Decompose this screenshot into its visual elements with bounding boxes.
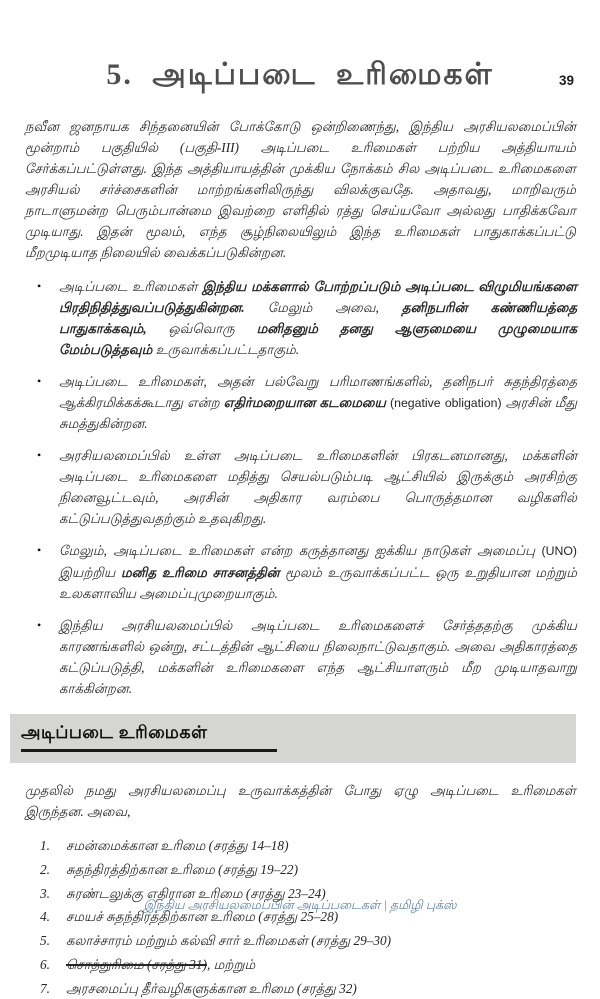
bullet-list [0, 276, 600, 699]
item-number: 7. [40, 981, 50, 997]
bullet-text: இந்திய அரசியலமைப்பில் அடிப்படை உரிமைகளைச் சேர்த்ததற்கு முக்கிய காரணங்களில் ஒன்று, சட்டத்தின் ஆட்சியை நிலைநாட்டுவதாகும். அவை அதிகாரத்தை கட்டுப்படுத்தி, மக்களின் உரிமைகளை எந்த ஆட்சியாளரும் மீற முடியாதவாறு காக்கின்றன. [59, 617, 577, 696]
item-number: 3. [40, 885, 50, 901]
bullet-item [37, 371, 577, 434]
item-number: 2. [40, 861, 50, 877]
item-number: 6. [40, 957, 50, 973]
bullet-icon: • [37, 279, 42, 293]
chapter-title: 5. அடிப்படை உரிமைகள் [106, 58, 494, 91]
item-text: சுதந்திரத்திற்கான உரிமை (சரத்து 19–22) [66, 861, 298, 877]
list-item [40, 861, 576, 880]
list-item [40, 956, 576, 975]
bullet-icon: • [37, 617, 42, 632]
item-text: கலாச்சாரம் மற்றும் கல்வி சார் உரிமைகள் (சரத்து 29–30) [66, 933, 392, 949]
bullet-item [37, 540, 577, 603]
footer-text: இந்திய அரசியலமைப்பின் அடிப்படைகள் | தமிழி புக்ஸ் [143, 898, 457, 912]
rights-list [40, 837, 576, 999]
bullet-item [37, 276, 577, 360]
bullet-icon: • [37, 374, 42, 388]
section-title: அடிப்படை உரிமைகள் [21, 722, 277, 752]
item-number: 4. [40, 909, 50, 925]
item-number: 5. [40, 933, 50, 949]
list-item [40, 932, 576, 951]
bullet-item [37, 445, 577, 529]
bullet-icon: • [37, 543, 42, 558]
section-intro: முதலில் நமது அரசியலமைப்பு உருவாக்கத்தின் போது ஏழு அடிப்படை உரிமைகள் இருந்தன. அவை, [25, 782, 576, 819]
item-text: சமன்மைக்கான உரிமை (சரத்து 14–18) [66, 837, 289, 853]
bullet-item [37, 615, 577, 699]
bullet-text: அடிப்படை உரிமைகள் இந்திய மக்களால் போற்றப்படும் அடிப்படை விழுமியங்களை பிரதிநிதித்துவப்படுத்துகின்றன. மேலும் அவை, தனிநபரின் கண்ணியத்தை பாதுகாக்கவும், ஒவ்வொரு மனிதனும் தனது ஆளுமையை முழுமையாக மேம்படுத்தவும் உருவாக்கப்பட்டதாகும். [59, 279, 578, 357]
list-item [40, 980, 576, 999]
document-page [0, 58, 600, 997]
item-text: சுரண்டலுக்கு எதிரான உரிமை (சரத்து 23–24) [66, 885, 326, 901]
intro-paragraph: நவீன ஜனநாயக சிந்தனையின் போக்கோடு ஒன்றிணைந்து, இந்திய அரசியலமைப்பின் மூன்றாம் பகுதியில் (பகுதி-III) அடிப்படை உரிமைகள் பற்றிய அத்தியாயம் சேர்க்கப்பட்டுள்ளது. இந்த அத்தியாயத்தின் முக்கிய நோக்கம் சில அடிப்படை உரிமைகளை அரசியல் சர்ச்சைகளின் மாற்றங்களிலிருந்து விலக்குவதே. அதாவது, மாறிவரும் நாடாளுமன்ற பெரும்பான்மை இவற்றை எளிதில் ரத்து செய்யவோ அல்லது பாதிக்கவோ முடியாது. இதன் மூலம், எந்த சூழ்நிலையிலும் இந்த உரிமைகள் பாதுகாக்கப்பட்டு மீறமுடியாத நிலையில் வைக்கப்படுகின்றன. [25, 119, 576, 260]
bullet-text: அரசியலமைப்பில் உள்ள அடிப்படை உரிமைகளின் பிரகடனமானது, மக்களின் அடிப்படை உரிமைகளை மதித்து செயல்படும்படி ஆட்சியில் இருக்கும் அரசிற்கு நினைவூட்டவும், அரசின் அதிகார வரம்பை பொருத்தமான வழிகளில் கட்டுப்படுத்துவதற்கும் உதவுகிறது. [59, 448, 577, 527]
item-text: சமயச் சுதந்திரத்திற்கான உரிமை (சரத்து 25–28) [66, 909, 339, 925]
list-item [40, 837, 576, 856]
item-text: அரசமைப்பு தீர்வழிகளுக்கான உரிமை (சரத்து 32) [66, 981, 357, 997]
page-number: 39 [558, 73, 574, 88]
item-number: 1. [40, 837, 50, 853]
footer [0, 898, 600, 914]
section-header [10, 714, 576, 763]
item-text: சொத்துரிமை (சரத்து 31), மற்றும் [66, 957, 256, 973]
bullet-icon: • [37, 448, 42, 463]
bullet-text: அடிப்படை உரிமைகள், அதன் பல்வேறு பரிமாணங்களில், தனிநபர் சுதந்திரத்தை ஆக்கிரமிக்கக்கூடாது என்ற எதிர்மறையான கடமையை (negative obligation) அரசின் மீது சுமத்துகின்றன. [59, 374, 578, 432]
bullet-text: மேலும், அடிப்படை உரிமைகள் என்ற கருத்தானது ஐக்கிய நாடுகள் அமைப்பு (UNO) இயற்றிய மனித உரிமை சாசனத்தின் மூலம் உருவாக்கப்பட்ட ஒரு உறுதியான மற்றும் உலகளாவிய அமைப்புமுறையாகும். [59, 543, 577, 601]
